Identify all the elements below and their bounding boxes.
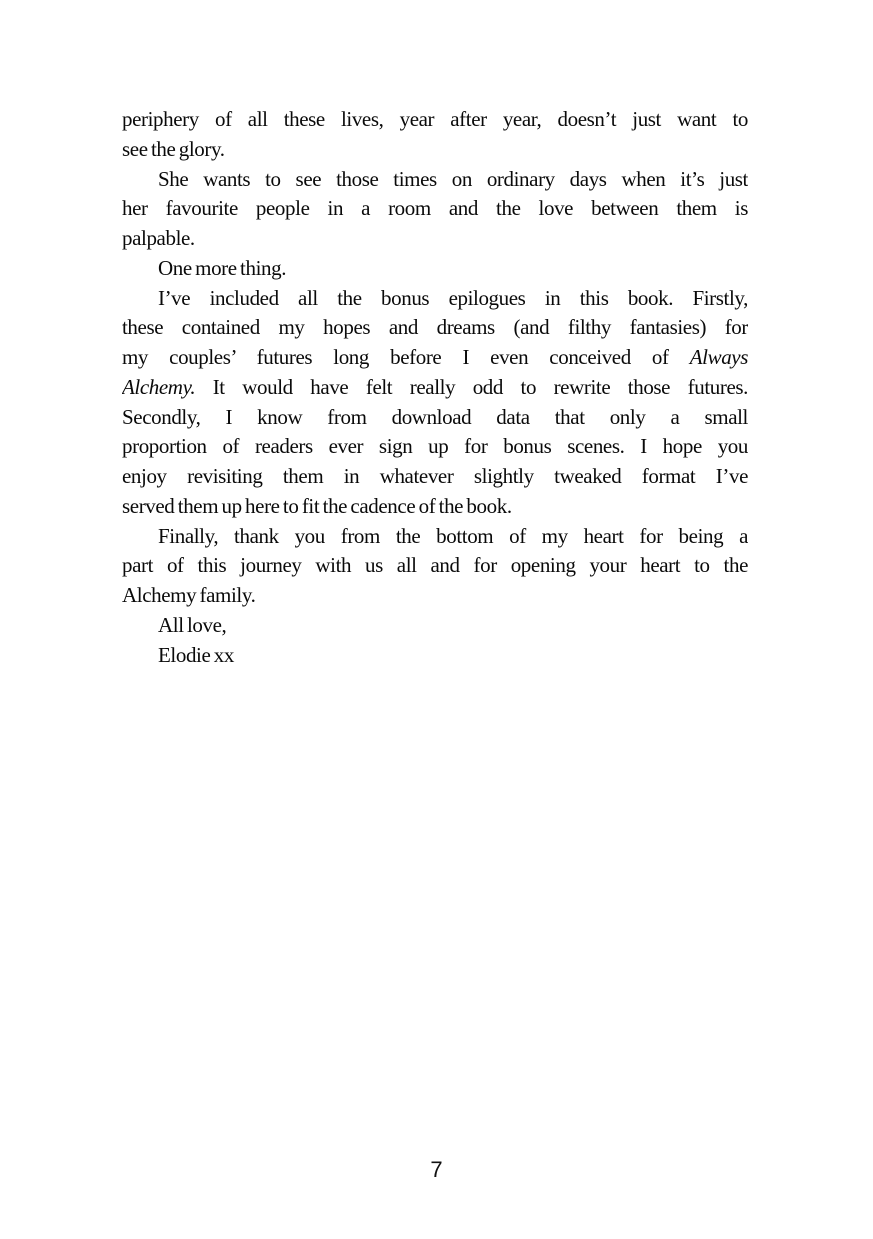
text-line	[122, 313, 748, 343]
paragraph	[122, 611, 748, 641]
text-segment: It would have felt really odd to rewrite those futures.	[195, 374, 748, 399]
text-segment: I’ve included all the bonus epilogues in this book. Firstly,	[158, 285, 748, 310]
text-line	[122, 224, 748, 254]
text-line	[122, 135, 748, 165]
text-segment: Alchemy family.	[122, 583, 256, 607]
body-text	[122, 105, 748, 670]
text-segment: All love,	[158, 612, 227, 637]
text-line	[122, 194, 748, 224]
text-line	[122, 284, 748, 314]
italic-text-segment: Alchemy.	[122, 374, 196, 399]
text-segment: She wants to see those times on ordinary days when it’s just	[158, 166, 748, 191]
text-segment: Secondly, I know from download data that only a small	[122, 404, 748, 429]
text-line	[122, 611, 748, 641]
text-segment: Elodie xx	[158, 642, 234, 667]
text-segment: enjoy revisiting them in whatever slightly tweaked format I’ve	[122, 464, 748, 488]
text-line	[122, 641, 748, 671]
text-line	[122, 522, 748, 552]
paragraph	[122, 284, 748, 522]
page-number: 7	[430, 1157, 443, 1182]
text-segment: Finally, thank you from the bottom of my heart for being a	[158, 523, 748, 548]
paragraph	[122, 105, 748, 165]
text-segment: part of this journey with us all and for opening your heart to the	[122, 553, 748, 578]
text-segment: One more thing.	[158, 255, 287, 280]
text-line	[122, 403, 748, 433]
text-segment: my couples’ futures long before I even conceived of	[122, 345, 690, 369]
paragraph	[122, 165, 748, 254]
text-line	[122, 551, 748, 581]
text-segment: served them up here to fit the cadence of the book.	[122, 493, 512, 518]
text-segment: these contained my hopes and dreams (and filthy fantasies) for	[122, 315, 748, 340]
text-line	[122, 373, 748, 403]
paragraph	[122, 641, 748, 671]
text-line	[122, 581, 748, 611]
paragraph	[122, 254, 748, 284]
paragraph	[122, 522, 748, 611]
text-line	[122, 462, 748, 492]
italic-text-segment: Always	[689, 345, 748, 369]
text-segment: periphery of all these lives, year after year, doesn’t just want to	[122, 107, 748, 131]
text-line	[122, 343, 748, 373]
text-segment: palpable.	[122, 226, 195, 250]
text-line	[122, 492, 748, 522]
text-segment: her favourite people in a room and the love between them is	[122, 196, 748, 221]
text-line	[122, 105, 748, 135]
text-line	[122, 165, 748, 195]
text-line	[122, 254, 748, 284]
text-segment: see the glory.	[122, 136, 225, 161]
text-segment: proportion of readers ever sign up for bonus scenes. I hope you	[122, 434, 748, 459]
text-line	[122, 432, 748, 462]
